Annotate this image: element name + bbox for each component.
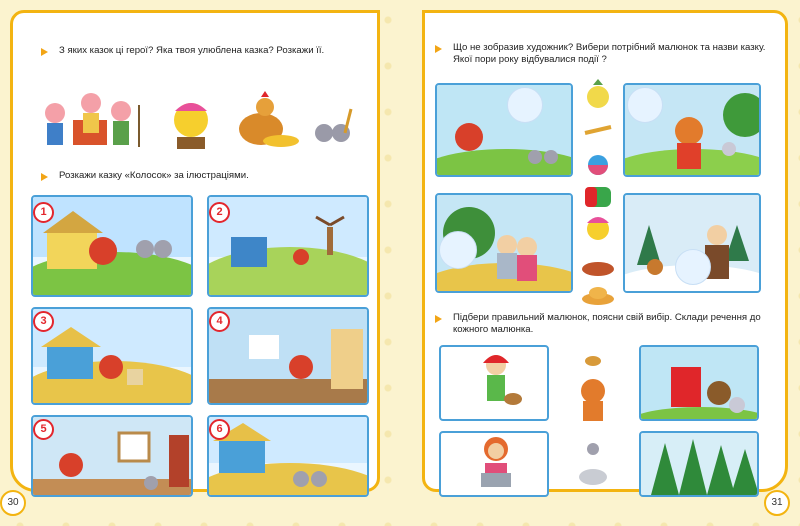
answer-options-column	[575, 79, 621, 305]
page-number-left: 30	[0, 490, 26, 516]
bullet-icon	[41, 173, 48, 181]
left-task-2: Розкажи казку «Колосок» за ілюстраціями.	[59, 170, 249, 181]
scene-rooster-mice	[435, 83, 573, 177]
bullet-icon	[41, 48, 48, 56]
option-teremok-animals[interactable]	[639, 345, 759, 421]
missing-item-circle	[675, 249, 711, 285]
right-task-2: Підбери правильний малюнок, поясни свій вибір. Склади речення до кожного малюнка.	[453, 312, 761, 335]
panel-number-5: 5	[33, 419, 54, 440]
story-panel-4	[207, 307, 369, 405]
bullet-icon	[435, 45, 442, 53]
fairy-tale-characters-illustration	[39, 75, 359, 157]
story-panel-5	[31, 415, 193, 497]
panel-number-1: 1	[33, 202, 54, 223]
story-panel-1	[31, 195, 193, 297]
panel-number-3: 3	[33, 311, 54, 332]
bullet-icon	[435, 315, 442, 323]
story-panel-3	[31, 307, 193, 405]
option-forest[interactable]	[639, 431, 759, 497]
story-panel-2	[207, 195, 369, 297]
panel-number-4: 4	[209, 311, 230, 332]
right-task-1: Що не зобразив художник? Вибери потрібний малюнок та назви казку. Якої пори року відбувалися події ?	[453, 42, 766, 65]
option-red-riding-hood[interactable]	[439, 345, 549, 421]
left-task-1: З яких казок ці герої? Яка твоя улюблена казка? Розкажи її.	[59, 45, 325, 56]
right-page	[422, 10, 788, 492]
missing-item-circle	[439, 231, 477, 269]
page-number-right: 31	[764, 490, 790, 516]
option-girl-laptop[interactable]	[439, 431, 549, 497]
panel-number-2: 2	[209, 202, 230, 223]
left-page	[10, 10, 380, 492]
missing-item-circle	[627, 87, 663, 123]
panel-number-6: 6	[209, 419, 230, 440]
story-panel-6	[207, 415, 369, 497]
missing-item-circle	[507, 87, 543, 123]
matching-items-column	[563, 349, 623, 495]
